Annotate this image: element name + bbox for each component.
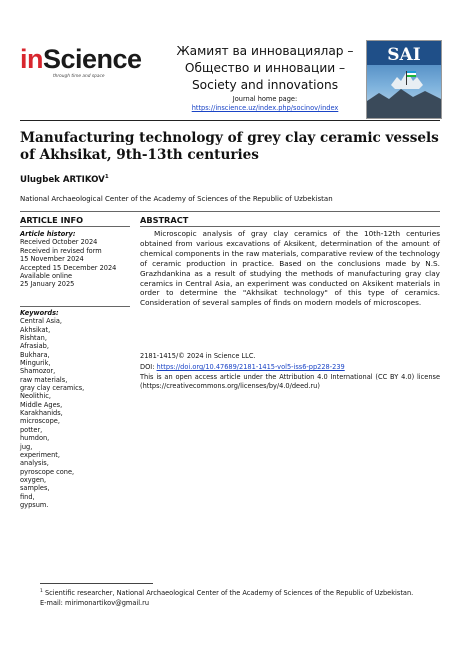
keyword: humdon,	[20, 434, 50, 443]
keyword: Central Asia,	[20, 317, 63, 326]
author-footnote-marker: 1	[104, 174, 109, 180]
keyword: samples,	[20, 484, 50, 493]
footnote-affiliation	[40, 587, 440, 599]
keyword: find,	[20, 492, 35, 501]
keyword: gypsum.	[20, 500, 49, 509]
logo-tagline: through time and space	[53, 74, 105, 79]
keyword: Mingurik,	[20, 359, 51, 368]
journal-home-link[interactable]: https://inscience.uz/index.php/socinov/index	[191, 104, 339, 112]
history-line: Available online	[20, 272, 73, 281]
article-history	[20, 230, 130, 289]
copyright-line: 2181-1415/© 2024 in Science LLC.	[140, 352, 256, 360]
footnote-text: Scientific researcher, National Archaeological Center of the Academy of Sciences of the Republic of Uzbekistan.	[42, 589, 414, 598]
section-divider	[20, 211, 440, 212]
logo-science-text: Science	[43, 44, 142, 74]
cover-title: SAI	[387, 45, 421, 65]
keyword: Shamozor,	[20, 367, 56, 376]
keywords-list	[20, 309, 130, 509]
logo-in-text: in	[20, 44, 43, 74]
journal-title-line: Жамият ва инновациялар –	[176, 44, 354, 58]
abstract-body: Microscopic analysis of gray clay ceramics of the 10th-12th centuries obtained from various excavations of Aksikent, determination of the amount of chemical components in the raw materials, comparative review of the technology of ceramic production in practice. Based on the conclusions made by N.S. Grazhdankina as a result of studying the methods of manufacturing gray clay ceramics in Central Asia, an experiment was conducted on Aksikent materials in order to determine the "Akhsikat technology" of this type of ceramics. Consideration of several samples of finds on modern models of microscopes.	[140, 229, 440, 308]
footnote-divider	[40, 583, 153, 584]
journal-home-label: Journal home page:	[232, 95, 298, 103]
history-line: Received October 2024	[20, 238, 98, 247]
cover-illustration	[367, 41, 441, 118]
author-affiliation: National Archaeological Center of the Academy of Sciences of the Republic of Uzbekistan	[20, 195, 333, 203]
header-divider	[20, 120, 440, 121]
license-statement: This is an open access article under the Attribution 4.0 International (CC BY 4.0) license (https://creativecommons.org/licenses/by/4.0/deed.ru)	[140, 373, 440, 390]
keywords-label: Keywords:	[20, 309, 59, 317]
author-name	[20, 174, 109, 185]
history-line: 25 January 2025	[20, 280, 75, 289]
author-name-text: Ulugbek ARTIKOV	[20, 174, 105, 185]
journal-title-line: Общество и инновации –	[184, 61, 346, 75]
article-history-label: Article history:	[20, 230, 76, 238]
keyword: microscope,	[20, 417, 60, 426]
keyword: Akhsikat,	[20, 325, 51, 334]
keyword: Karakhanids,	[20, 409, 63, 418]
abstract-divider	[140, 226, 440, 227]
journal-cover-image	[366, 40, 442, 119]
abstract-heading: ABSTRACT	[140, 215, 189, 225]
keyword: Bukhara,	[20, 350, 50, 359]
history-line: 15 November 2024	[20, 255, 84, 264]
keyword: Neolithic,	[20, 392, 52, 401]
paper-title: Manufacturing technology of grey clay ceramic vessels of Akhsikat, 9th-13th centuries	[20, 130, 439, 163]
article-info-heading: ARTICLE INFO	[20, 215, 84, 225]
footnote	[40, 587, 440, 608]
footnote-marker: 1	[40, 589, 43, 594]
keyword: gray clay ceramics,	[20, 384, 85, 393]
doi-line	[140, 363, 345, 371]
keyword: experiment,	[20, 450, 60, 459]
keyword: analysis,	[20, 459, 49, 468]
keyword: jug,	[20, 442, 33, 451]
journal-title-line: Society and innovations	[191, 78, 339, 92]
logo-wordmark	[20, 44, 142, 75]
keyword: potter,	[20, 425, 43, 434]
keyword: oxygen,	[20, 475, 47, 484]
keywords-divider	[20, 306, 130, 307]
doi-link[interactable]: https://doi.org/10.47689/2181-1415-vol5-iss6-pp228-239	[156, 363, 345, 371]
keyword: raw materials,	[20, 375, 68, 384]
history-line: Accepted 15 December 2024	[20, 263, 117, 272]
journal-title	[155, 43, 375, 94]
keyword: pyroscope cone,	[20, 467, 75, 476]
footnote-email: E-mail: mirimonartikov@gmail.ru	[40, 598, 150, 607]
article-info-divider	[20, 226, 130, 227]
journal-logo	[20, 44, 142, 94]
journal-home	[155, 95, 375, 113]
history-line: Received in revised form	[20, 246, 102, 255]
doi-label: DOI:	[140, 363, 157, 371]
keyword: Rishtan,	[20, 334, 47, 343]
keyword: Middle Ages,	[20, 400, 63, 409]
keyword: Afrasiab,	[20, 342, 49, 351]
